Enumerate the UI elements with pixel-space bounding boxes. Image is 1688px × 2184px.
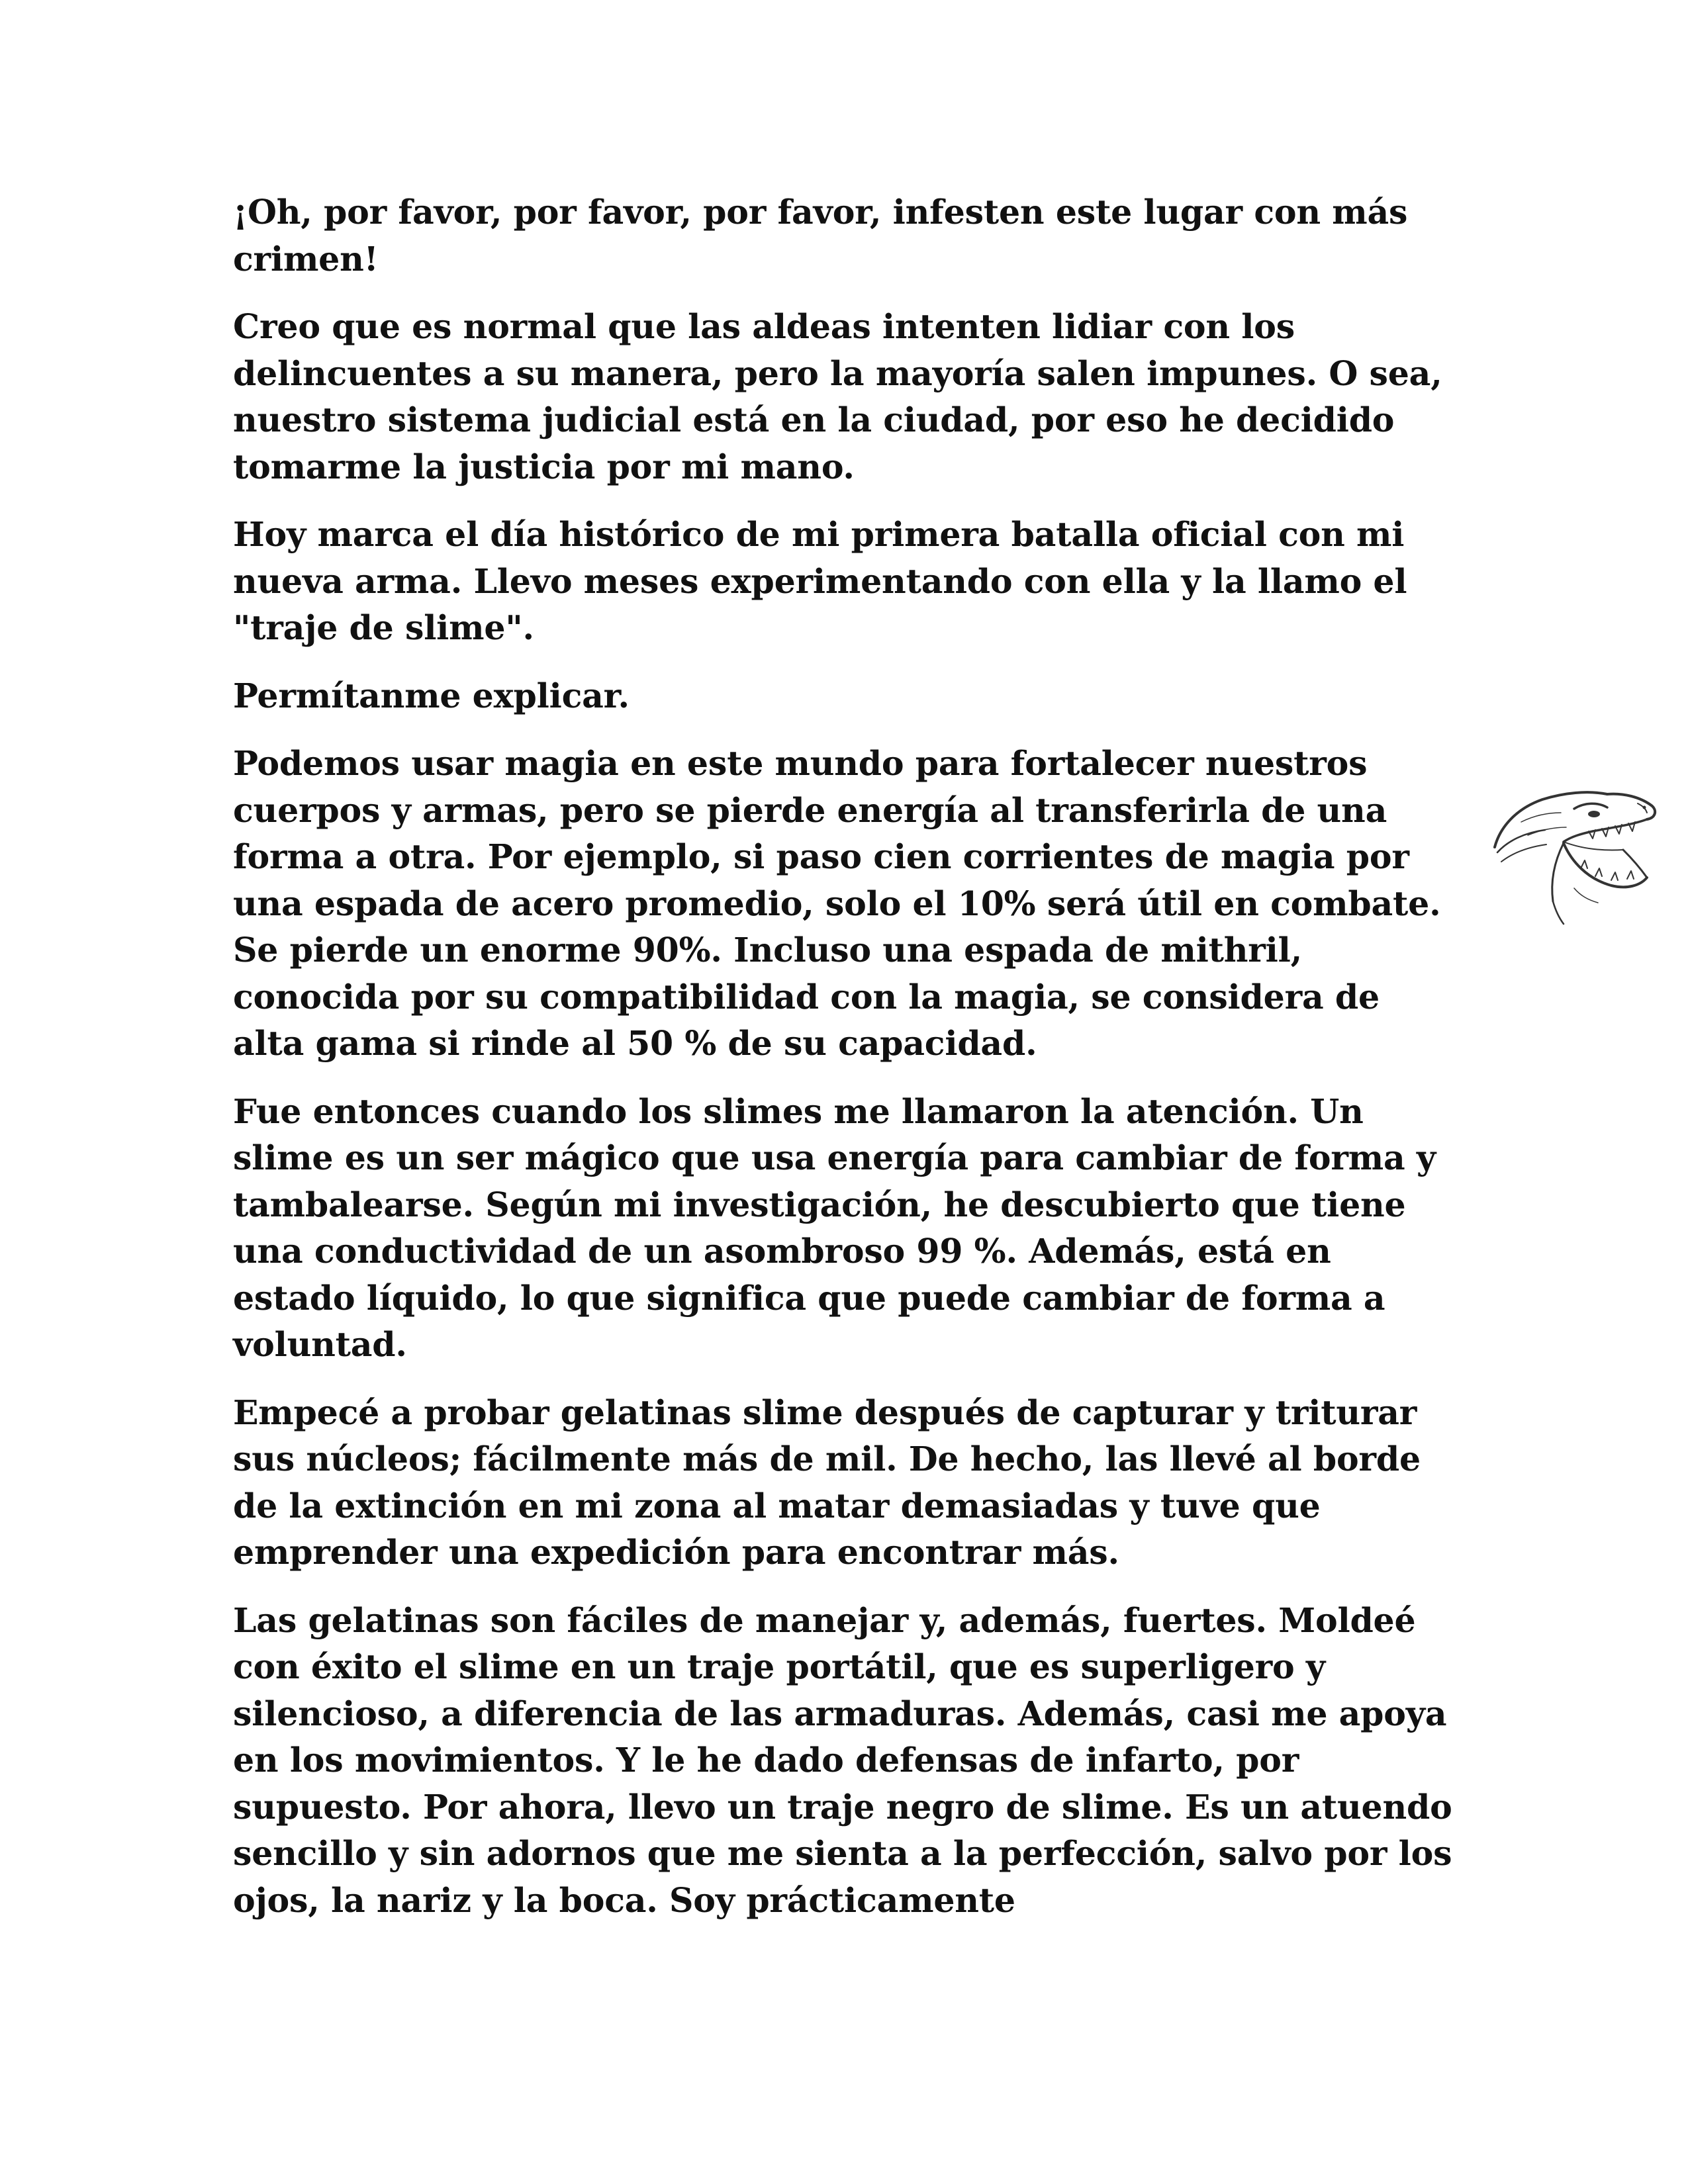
paragraph-2: Creo que es normal que las aldeas intenten lidiar con los delincuentes a su manera, pero la mayoría salen impunes. O sea, nuestro sistema judicial está en la ciudad, por eso he decidido tomarme la justicia por mi mano. xyxy=(233,307,1442,486)
dinosaur-head-sketch-icon xyxy=(1481,769,1667,928)
paragraph-8: Las gelatinas son fáciles de manejar y, además, fuertes. Moldeé con éxito el slime en un traje portátil, que es superligero y silencioso, a diferencia de las armaduras. Además, casi me apoya en los movimientos. Y le he dado defensas de infarto, por supuesto. Por ahora, llevo un traje negro de slime. Es un atuendo sencillo y sin adornos que me sienta a la perfección, salvo por los ojos, la nariz y la boca. Soy prácticamente xyxy=(233,1600,1452,1920)
paragraph-7: Empecé a probar gelatinas slime después de capturar y triturar sus núcleos; fácilmente más de mil. De hecho, las llevé al borde de la extinción en mi zona al matar demasiadas y tuve que emprender una expedición para encontrar más. xyxy=(233,1392,1421,1572)
paragraph-4: Permítanme explicar. xyxy=(233,676,630,715)
paragraph-1: ¡Oh, por favor, por favor, por favor, infesten este lugar con más crimen! xyxy=(233,193,1408,279)
body-text xyxy=(233,189,1458,1945)
paragraph-6: Fue entonces cuando los slimes me llamaron la atención. Un slime es un ser mágico que usa energía para cambiar de forma y tambalearse. Según mi investigación, he descubierto que tiene una conductividad de un asombroso 99 %. Además, está en estado líquido, lo que significa que puede cambiar de forma a voluntad. xyxy=(233,1091,1436,1364)
paragraph-3: Hoy marca el día histórico de mi primera batalla oficial con mi nueva arma. Llevo meses experimentando con ella y la llamo el "traje de slime". xyxy=(233,515,1407,647)
paragraph-5: Podemos usar magia en este mundo para fortalecer nuestros cuerpos y armas, pero se pierde energía al transferirla de una forma a otra. Por ejemplo, si paso cien corrientes de magia por una espada de acero promedio, solo el 10% será útil en combate. Se pierde un enorme 90%. Incluso una espada de mithril, conocida por su compatibilidad con la magia, se considera de alta gama si rinde al 50 % de su capacidad. xyxy=(233,744,1441,1063)
